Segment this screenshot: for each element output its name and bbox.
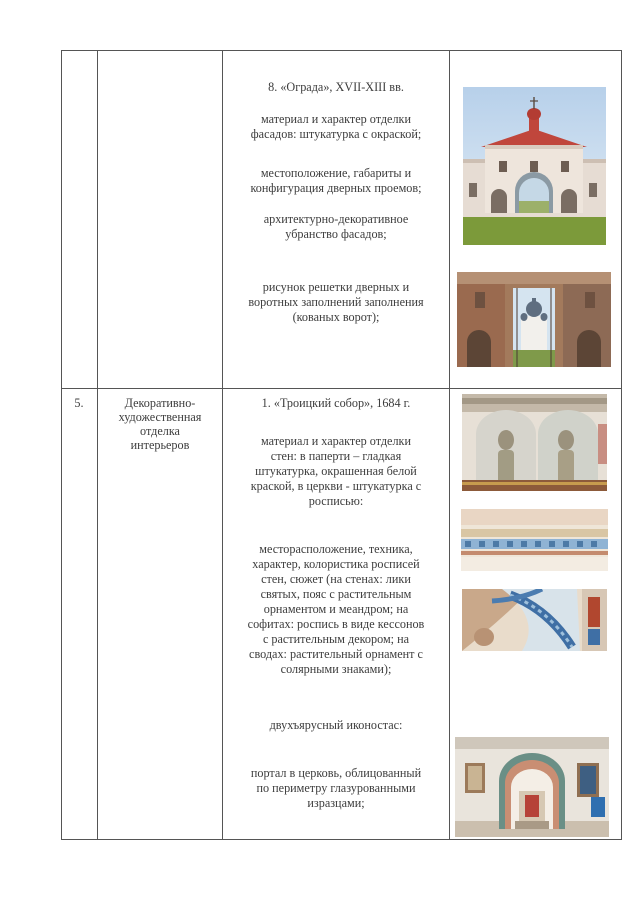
item-heading: 1. «Троицкий собор», 1684 г. [261, 396, 411, 410]
item-text: архитектурно-декоративное убранство фасадов; [263, 212, 409, 241]
item-text: месторасположение, техника, характер, колористика росписей стен, сюжет (на стенах: лики святых, пояс с растительным орнаментом и меандром; на софитах: роспись в виде кессонов с растительным декором; на сводах: растительный орнамент с солярными знаками); [247, 542, 425, 676]
column-divider-3 [449, 50, 450, 840]
item-text: материал и характер отделки фасадов: штукатурка с окраской; [250, 112, 422, 141]
item-text: рисунок решетки дверных и воротных заполнений заполнения (кованых ворот); [248, 280, 424, 324]
item-text: двухъярусный иконостас: [269, 718, 403, 732]
row-name: Декоративно- художественная отделка интерьеров [118, 396, 202, 452]
photo-gate-church [463, 87, 606, 245]
heritage-table [61, 50, 622, 840]
item-text: портал в церковь, облицованный по периметру глазурованными изразцами; [250, 766, 422, 810]
table-border-left [61, 50, 62, 840]
photo-ornament-belt [461, 509, 608, 571]
row-divider [61, 388, 622, 389]
photo-church-portal [455, 737, 609, 837]
item-heading: 8. «Ограда», XVII-XIII вв. [268, 80, 404, 94]
table-border-right [621, 50, 622, 840]
photo-saints-mural [462, 394, 607, 491]
photo-wrought-gates [457, 272, 611, 367]
table-border-bottom [61, 839, 622, 840]
photo-vault-painting [462, 589, 607, 651]
table-border-top [61, 50, 622, 51]
row-number: 5. [74, 396, 84, 410]
item-text: материал и характер отделки стен: в паперти – гладкая штукатурка, окрашенная белой краской, в церкви - штукатурка с росписью: [250, 434, 422, 508]
item-text: местоположение, габариты и конфигурация дверных проемов; [250, 166, 422, 195]
